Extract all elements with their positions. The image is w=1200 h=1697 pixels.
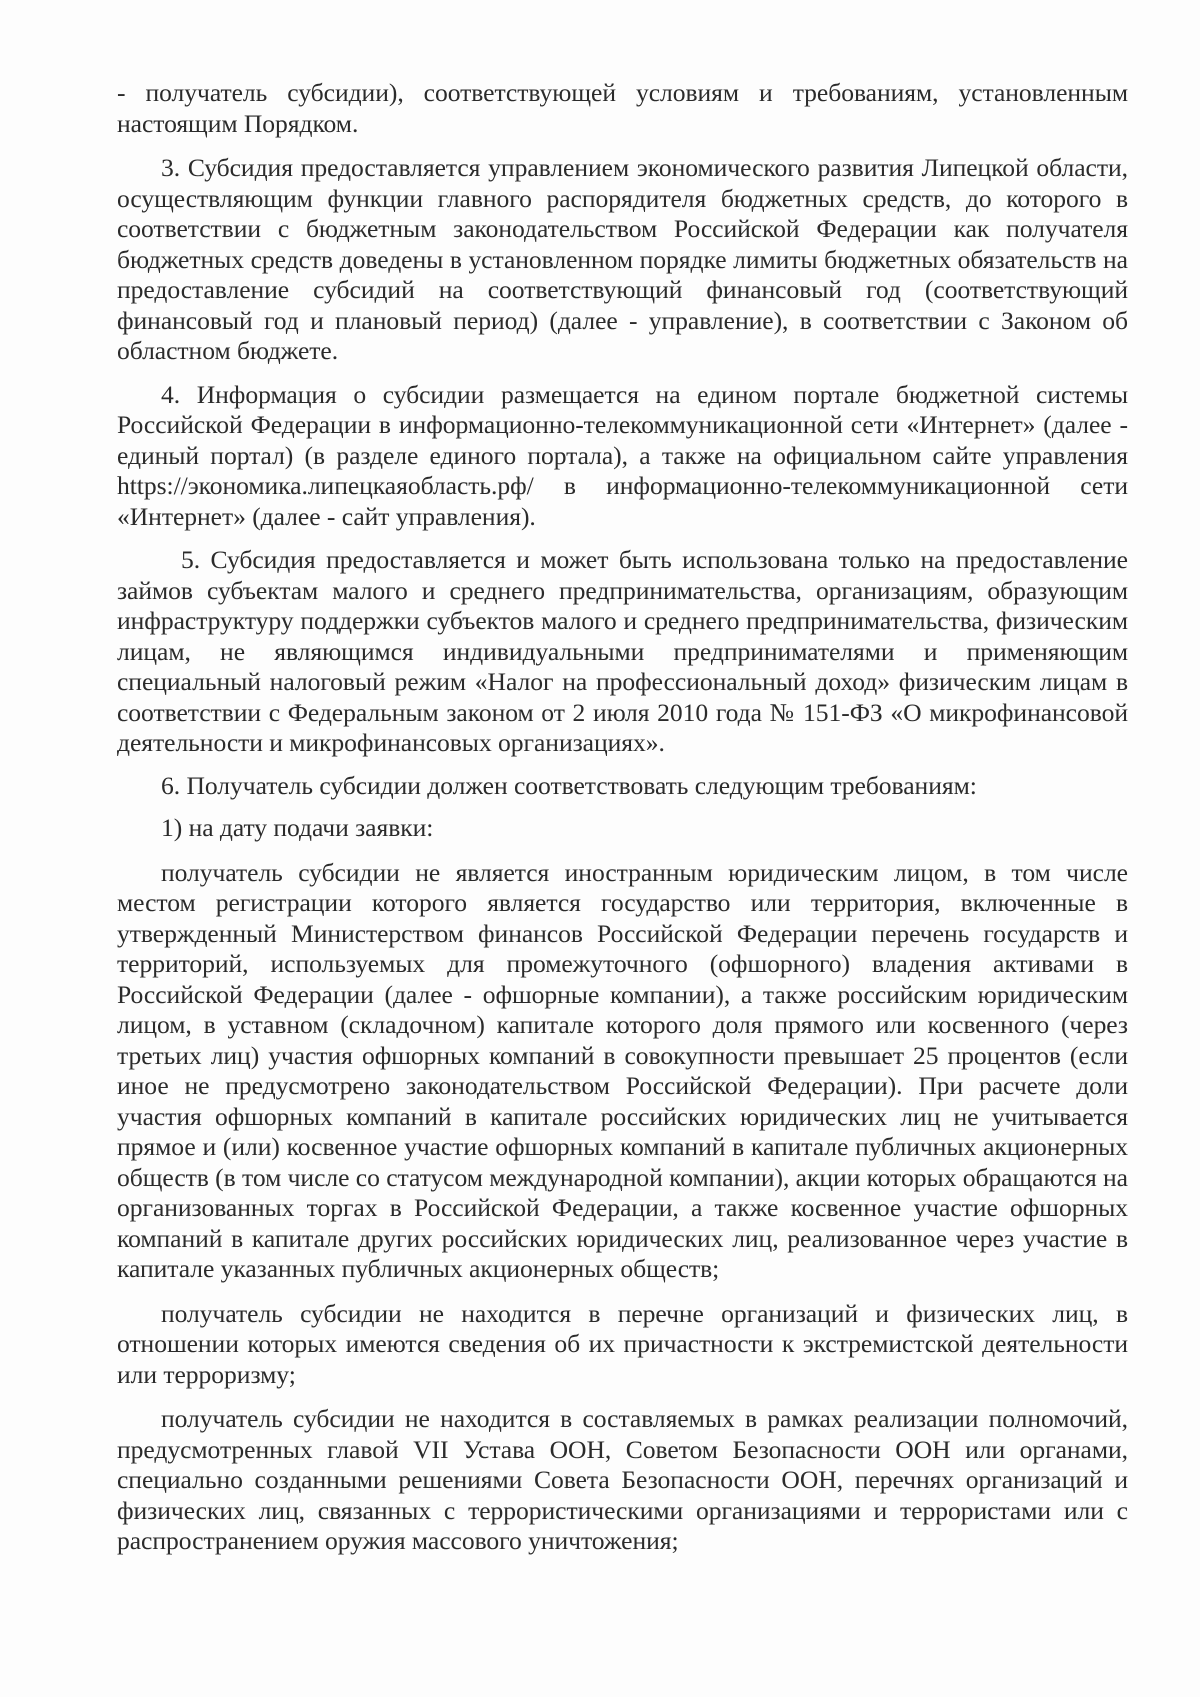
- paragraph-continuation: - получатель субсидии), соответствующей условиям и требованиям, установленным настоящим Порядком.: [117, 78, 1128, 138]
- paragraph-un-sanctions-requirement: получатель субсидии не находится в составляемых в рамках реализации полномочий, предусмотренных главой VII Устава ООН, Советом Безопасности ООН или органами, специально созданными решениями Совета Безопасности ООН, перечнях организаций и физических лиц, связанных с террористическими организациями и террористами или с распространением оружия массового уничтожения;: [117, 1404, 1128, 1555]
- paragraph-4-subsidy-information: 4. Информация о субсидии размещается на едином портале бюджетной системы Российской Федерации в информационно-телекоммуникационной сети «Интернет» (далее - единый портал) (в разделе единого портала), а также на официальном сайте управления https://экономика.липецкаяобласть.рф/ в информационно-телекоммуникационной сети «Интернет» (далее - сайт управления).: [117, 379, 1128, 531]
- paragraph-extremism-requirement: получатель субсидии не находится в перечне организаций и физических лиц, в отношении которых имеются сведения об их причастности к экстремистской деятельности или терроризму;: [117, 1298, 1128, 1389]
- paragraph-6-recipient-requirements: 6. Получатель субсидии должен соответствовать следующим требованиям:: [161, 770, 977, 800]
- paragraph-5-subsidy-purpose: 5. Субсидия предоставляется и может быть использована только на предоставление займов субъектам малого и среднего предпринимательства, организациям, образующим инфраструктуру поддержки субъектов малого и среднего предпринимательства, физическим лицам, не являющимся индивидуальными предпринимателями и применяющим специальный налоговый режим «Налог на профессиональный доход» физическим лицам в соответствии с Федеральным законом от 2 июля 2010 года № 151-ФЗ «О микрофинансовой деятельности и микрофинансовых организациях».: [117, 545, 1128, 757]
- paragraph-3-subsidy-provider: 3. Субсидия предоставляется управлением экономического развития Липецкой области, осуществляющим функции главного распорядителя бюджетных средств, до которого в соответствии с бюджетным законодательством Российской Федерации как получателя бюджетных средств доведены в установленном порядке лимиты бюджетных обязательств на предоставление субсидий на соответствующий финансовый год (соответствующий финансовый год и плановый период) (далее - управление), в соответствии с Законом об областном бюджете.: [117, 153, 1128, 365]
- paragraph-6-1-application-date: 1) на дату подачи заявки:: [161, 813, 434, 842]
- paragraph-offshore-requirement: получатель субсидии не является иностранным юридическим лицом, в том числе местом регистрации которого является государство или территория, включенные в утвержденный Министерством финансов Российской Федерации перечень государств и территорий, используемых для промежуточного (офшорного) владения активами в Российской Федерации (далее - офшорные компании), а также российским юридическим лицом, в уставном (складочном) капитале которого доля прямого или косвенного (через третьих лиц) участия офшорных компаний в совокупности превышает 25 процентов (если иное не предусмотрено законодательством Российской Федерации). При расчете доли участия офшорных компаний в капитале российских юридических лиц не учитывается прямое и (или) косвенное участие офшорных компаний в капитале публичных акционерных обществ (в том числе со статусом международной компании), акции которых обращаются на организованных торгах в Российской Федерации, а также косвенное участие офшорных компаний в капитале других российских юридических лиц, реализованное через участие в капитале указанных публичных акционерных обществ;: [117, 857, 1128, 1283]
